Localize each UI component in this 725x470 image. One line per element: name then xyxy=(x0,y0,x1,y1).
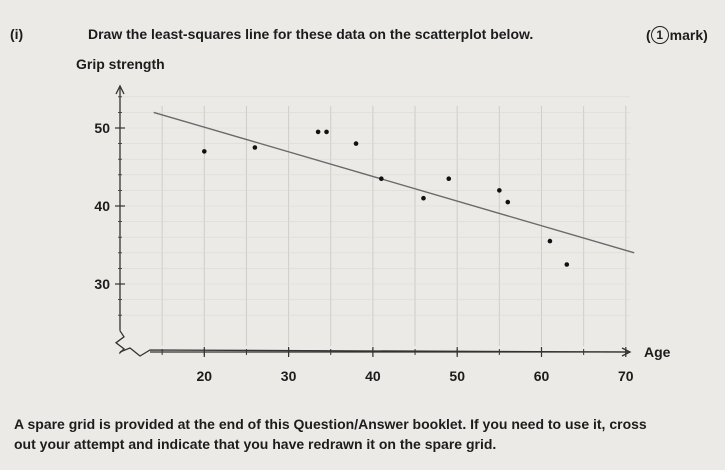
x-tick-label: 60 xyxy=(533,368,550,384)
y-tick-label: 50 xyxy=(94,120,110,136)
data-point xyxy=(505,200,510,205)
data-point xyxy=(548,239,553,244)
data-point xyxy=(202,149,207,154)
x-tick-label: 50 xyxy=(449,368,465,384)
data-point xyxy=(446,176,451,181)
x-tick-label: 70 xyxy=(618,368,634,384)
spare-grid-instructions xyxy=(14,414,714,454)
data-point xyxy=(253,145,258,150)
footer-line-1: A spare grid is provided at the end of this Question/Answer booklet. If you need to use it, cross xyxy=(14,416,647,432)
question-text: Draw the least-squares line for these data on the scatterplot below. xyxy=(88,26,534,42)
y-axis-break xyxy=(116,331,124,353)
y-tick-label: 40 xyxy=(94,198,110,214)
x-tick-label: 40 xyxy=(365,368,381,384)
data-point xyxy=(379,176,384,181)
y-axis-label: Grip strength xyxy=(76,56,165,72)
data-point xyxy=(421,196,426,201)
question-number: (i) xyxy=(10,26,24,42)
x-tick-label: 20 xyxy=(196,368,213,384)
x-axis-label: Age xyxy=(644,344,671,360)
marks-indicator: ( 1 mark) xyxy=(646,27,708,43)
least-squares-line xyxy=(154,112,635,252)
y-tick-label: 30 xyxy=(94,276,110,292)
data-point xyxy=(354,141,359,146)
marks-suffix: mark) xyxy=(669,27,708,43)
data-point xyxy=(324,130,329,135)
data-point xyxy=(564,262,569,267)
data-point xyxy=(316,130,321,135)
marks-number: 1 xyxy=(651,26,669,44)
x-tick-label: 30 xyxy=(280,368,297,384)
footer-line-2: out your attempt and indicate that you have redrawn it on the spare grid. xyxy=(14,436,497,452)
data-point xyxy=(497,188,502,193)
